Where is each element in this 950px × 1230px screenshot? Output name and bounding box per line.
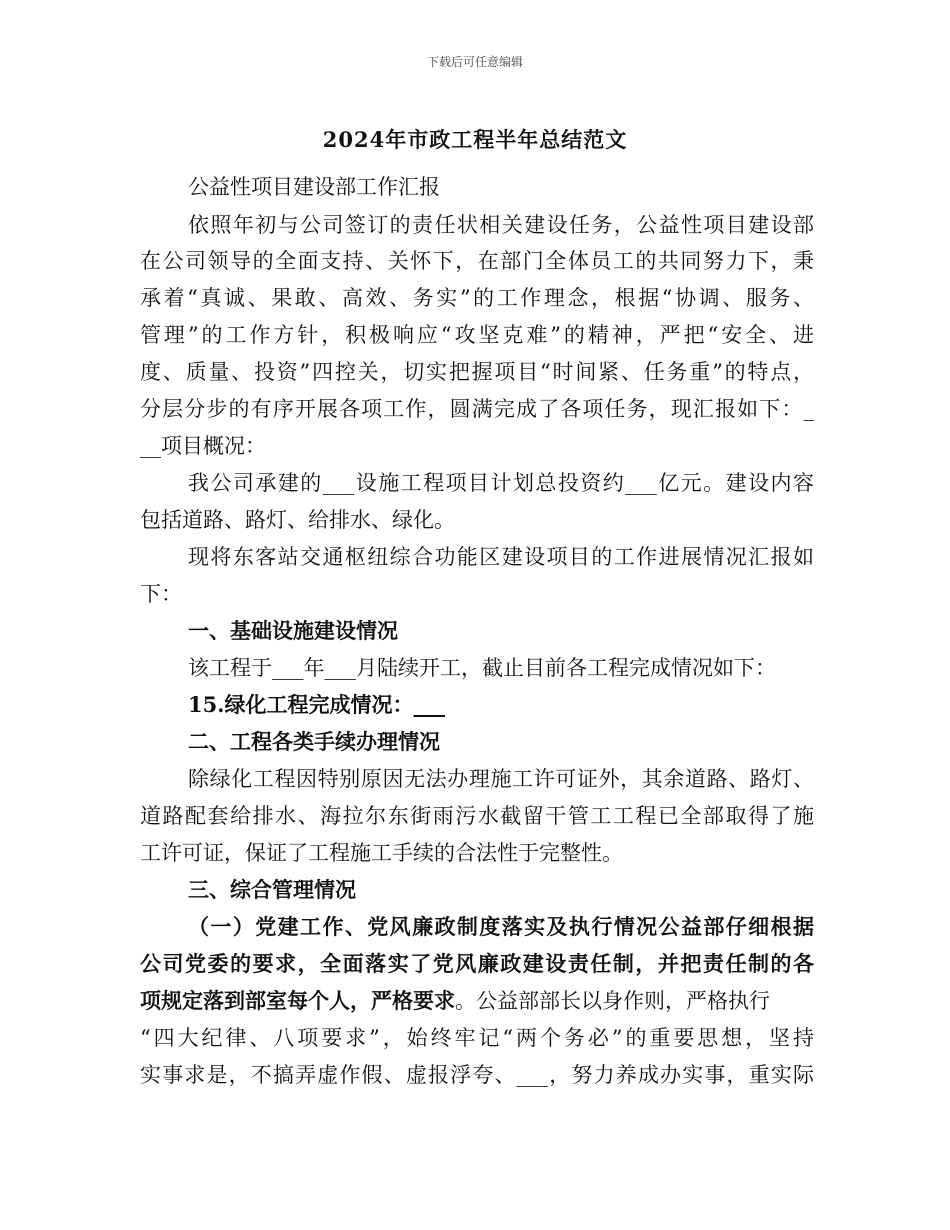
paragraph-line: 该工程于___年___月陆续开工，截止目前各工程完成情况如下： bbox=[188, 656, 776, 680]
paragraph-line: “四大纪律、八项要求”，始终牢记“两个务必”的重要思想，坚持 bbox=[140, 1026, 814, 1050]
page-header: 下载后可任意编辑 bbox=[426, 55, 523, 69]
paragraph-line: 我公司承建的___设施工程项目计划总投资约___亿元。建设内容 bbox=[188, 471, 814, 495]
bold-text: 项规定落到部室每个人，严格要求 bbox=[140, 988, 455, 1013]
paragraph-line: 工许可证，保证了工程施工手续的合法性于完整性。 bbox=[140, 841, 623, 865]
paragraph-line: 度、质量、投资”四控关，切实把握项目“时间紧、任务重”的特点， bbox=[140, 360, 814, 384]
section-heading: 二、工程各类手续办理情况 bbox=[188, 729, 440, 754]
paragraph-line: __项目概况： bbox=[140, 434, 266, 458]
paragraph-line: 除绿化工程因特别原因无法办理施工许可证外，其余道路、路灯、 bbox=[188, 767, 814, 791]
document-title: 2024年市政工程半年总结范文 bbox=[322, 127, 628, 152]
paragraph-line: 依照年初与公司签订的责任状相关建设任务，公益性项目建设部 bbox=[188, 213, 814, 237]
paragraph-line: 下： bbox=[140, 582, 182, 606]
paragraph-line: 管理”的工作方针，积极响应“攻坚克难”的精神，严把“安全、进 bbox=[140, 323, 814, 347]
paragraph-line: 包括道路、路灯、给排水、绿化。 bbox=[140, 508, 455, 532]
paragraph-line: 公司党委的要求，全面落实了党风廉政建设责任制，并把责任制的各 bbox=[140, 951, 814, 976]
paragraph-line: 分层分步的有序开展各项工作，圆满完成了各项任务，现汇报如下：_ bbox=[140, 397, 814, 421]
section-heading: 一、基础设施建设情况 bbox=[188, 618, 398, 643]
section-heading: 三、综合管理情况 bbox=[188, 877, 356, 902]
paragraph-line-mixed bbox=[140, 986, 814, 1016]
section-heading: 15.绿化工程完成情况：___ bbox=[188, 692, 446, 717]
regular-text: 。公益部部长以身作则，严格执行 bbox=[455, 989, 770, 1013]
paragraph-line: 承着“真诚、果敢、高效、务实”的工作理念，根据“协调、服务、 bbox=[140, 286, 814, 310]
paragraph-line: 公益性项目建设部工作汇报 bbox=[188, 175, 440, 199]
paragraph-line: （一）党建工作、党风廉政制度落实及执行情况公益部仔细根据 bbox=[188, 914, 814, 939]
paragraph-line: 实事求是，不搞弄虚作假、虚报浮夸、___，努力养成办实事，重实际 bbox=[140, 1063, 814, 1087]
paragraph-line: 在公司领导的全面支持、关怀下，在部门全体员工的共同努力下，秉 bbox=[140, 249, 814, 273]
paragraph-line: 现将东客站交通枢纽综合功能区建设项目的工作进展情况汇报如 bbox=[188, 545, 814, 569]
paragraph-line: 道路配套给排水、海拉尔东街雨污水截留干管工工程已全部取得了施 bbox=[140, 804, 814, 828]
